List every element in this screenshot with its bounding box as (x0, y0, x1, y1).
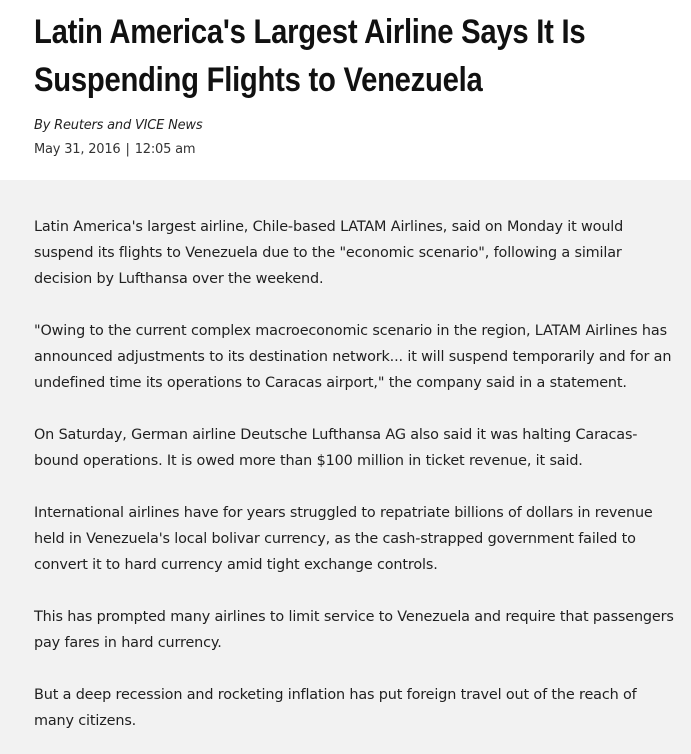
article-title-line-1: Latin America's Largest Airline Says It Is (34, 13, 586, 51)
article-paragraph-6: But a deep recession and rocketing inflation has put foreign travel out of the reach of many citizens. (34, 687, 637, 729)
article-title-line-2: Suspending Flights to Venezuela (34, 61, 483, 99)
byline: By Reuters and VICE News (34, 118, 203, 133)
article-body (0, 180, 691, 754)
publish-time: 12:05 am (134, 142, 196, 157)
article-paragraph-3: On Saturday, German airline Deutsche Lufthansa AG also said it was halting Caracas-bound operations. It is owed more than $100 million in ticket revenue, it said. (34, 427, 638, 469)
publish-date: May 31, 2016 (34, 142, 121, 157)
publish-dateline (34, 142, 671, 157)
article-paragraph-4: International airlines have for years struggled to repatriate billions of dollars in revenue held in Venezuela's local bolivar currency, as the cash-strapped government failed to convert it to hard currency amid tight exchange controls. (34, 505, 653, 573)
article-header (0, 0, 691, 180)
article-paragraph-5: This has prompted many airlines to limit service to Venezuela and require that passengers pay fares in hard currency. (34, 609, 674, 651)
date-time-separator: | (125, 142, 130, 157)
article-paragraph-1: Latin America's largest airline, Chile-based LATAM Airlines, said on Monday it would suspend its flights to Venezuela due to the "economic scenario", following a similar decision by Lufthansa over the weekend. (34, 219, 624, 287)
article-title (34, 8, 662, 104)
article-paragraph-2: "Owing to the current complex macroeconomic scenario in the region, LATAM Airlines has announced adjustments to its destination network... it will suspend temporarily and for an undefined time its operations to Caracas airport," the company said in a statement. (34, 323, 672, 391)
